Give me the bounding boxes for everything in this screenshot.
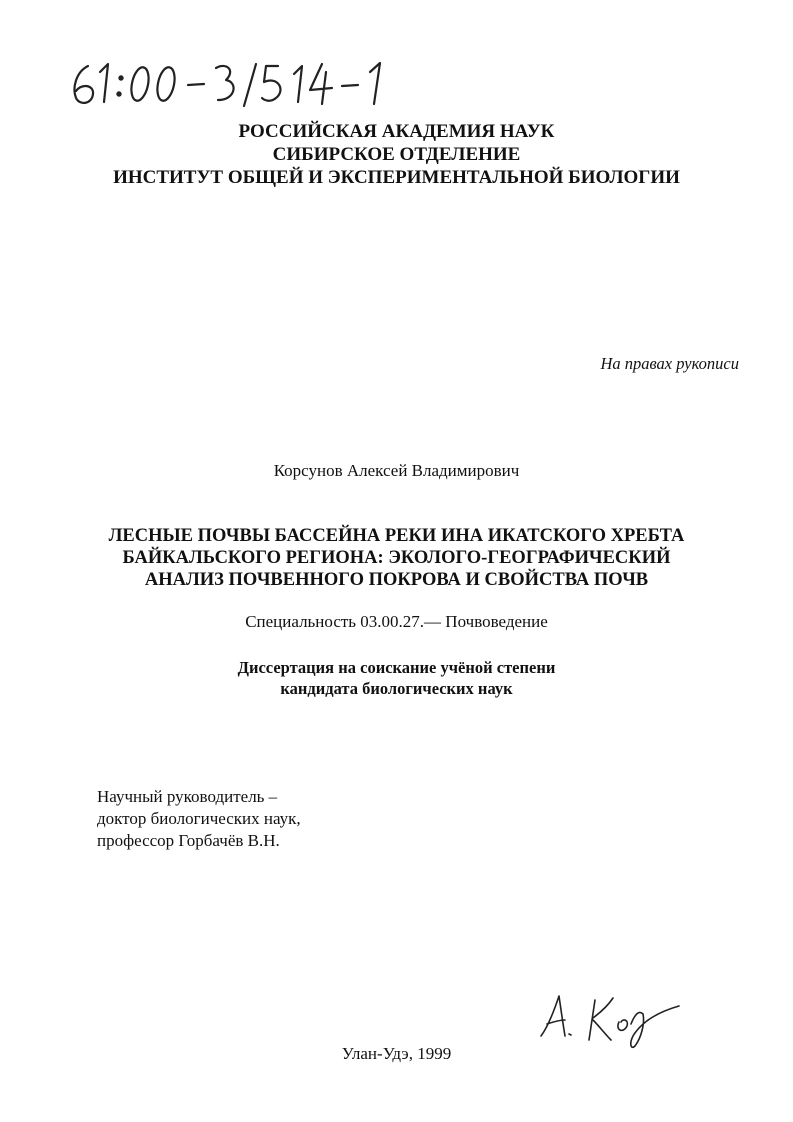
degree-line: Диссертация на соискание учёной степени: [237, 658, 556, 677]
supervisor-line: профессор Горбачёв В.Н.: [97, 831, 280, 850]
specialty: Специальность 03.00.27.— Почвоведение: [245, 612, 548, 631]
institution-header: [0, 120, 793, 189]
city-and-year: Улан-Удэ, 1999: [341, 1044, 452, 1063]
institution-institute: ИНСТИТУТ ОБЩЕЙ И ЭКСПЕРИМЕНТАЛЬНОЙ БИОЛОГИИ: [113, 167, 680, 188]
handwritten-archive-code: [66, 58, 396, 110]
scientific-supervisor: [97, 786, 301, 852]
degree-line: кандидата биологических наук: [280, 679, 513, 698]
title-line: БАЙКАЛЬСКОГО РЕГИОНА: ЭКОЛОГО-ГЕОГРАФИЧЕСКИЙ: [122, 548, 671, 568]
institution-branch: СИБИРСКОЕ ОТДЕЛЕНИЕ: [272, 144, 521, 165]
title-line: ЛЕСНЫЕ ПОЧВЫ БАССЕЙНА РЕКИ ИНА ИКАТСКОГО ХРЕБТА: [108, 526, 685, 546]
supervisor-line: Научный руководитель –: [97, 787, 278, 806]
manuscript-rights-note: На правах рукописи: [600, 354, 739, 373]
supervisor-line: доктор биологических наук,: [97, 809, 301, 828]
title-line: АНАЛИЗ ПОЧВЕННОГО ПОКРОВА И СВОЙСТВА ПОЧВ: [144, 570, 649, 590]
degree-statement: [0, 657, 793, 699]
dissertation-title: [0, 525, 793, 591]
institution-academy: РОССИЙСКАЯ АКАДЕМИЯ НАУК: [238, 121, 555, 142]
author-name: Корсунов Алексей Владимирович: [273, 461, 520, 480]
